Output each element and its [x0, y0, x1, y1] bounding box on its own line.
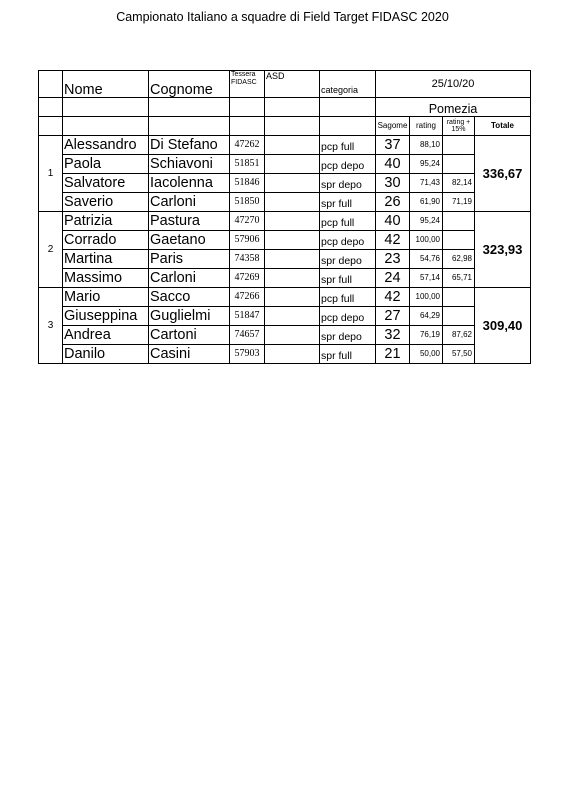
rating-15-value [443, 155, 475, 174]
table-row [39, 288, 531, 307]
blank-cell [63, 98, 149, 117]
header-row [39, 71, 531, 98]
subheader-row [39, 117, 531, 136]
results-table [38, 70, 531, 364]
category: pcp full [320, 136, 376, 155]
blank-cell [39, 98, 63, 117]
team-total: 323,93 [475, 212, 531, 288]
rating-15-value: 71,19 [443, 193, 475, 212]
tessera-number: 74358 [230, 250, 265, 269]
rating-15-value: 62,98 [443, 250, 475, 269]
athlete-first-name: Mario [63, 288, 149, 307]
blank-cell [39, 117, 63, 136]
sagome-value: 27 [376, 307, 410, 326]
category: spr full [320, 345, 376, 364]
category: pcp depo [320, 307, 376, 326]
tessera-number: 47269 [230, 269, 265, 288]
rating-value: 100,00 [410, 288, 443, 307]
rating-15-value [443, 212, 475, 231]
athlete-last-name: Carloni [149, 193, 230, 212]
table-row [39, 250, 531, 269]
rating-15-value [443, 136, 475, 155]
athlete-last-name: Gaetano [149, 231, 230, 250]
header-nome: Nome [63, 71, 149, 98]
rating-15-value: 65,71 [443, 269, 475, 288]
rating-value: 54,76 [410, 250, 443, 269]
rating-value: 57,14 [410, 269, 443, 288]
tessera-number: 57906 [230, 231, 265, 250]
blank-cell [149, 98, 230, 117]
athlete-first-name: Alessandro [63, 136, 149, 155]
blank-cell [230, 98, 265, 117]
tessera-number: 51847 [230, 307, 265, 326]
athlete-first-name: Massimo [63, 269, 149, 288]
athlete-last-name: Schiavoni [149, 155, 230, 174]
header-sagome: Sagome [376, 117, 410, 136]
blank-cell [265, 98, 320, 117]
athlete-first-name: Andrea [63, 326, 149, 345]
table-row [39, 212, 531, 231]
rating-value: 61,90 [410, 193, 443, 212]
header-rating-15: rating + 15% [443, 117, 475, 136]
athlete-first-name: Paola [63, 155, 149, 174]
rating-value: 50,00 [410, 345, 443, 364]
rating-15-value: 82,14 [443, 174, 475, 193]
tessera-number: 57903 [230, 345, 265, 364]
asd-cell [265, 155, 320, 174]
blank-cell [320, 98, 376, 117]
rating-value: 71,43 [410, 174, 443, 193]
tessera-number: 47262 [230, 136, 265, 155]
blank-cell [63, 117, 149, 136]
document-title: Campionato Italiano a squadre di Field Target FIDASC 2020 [116, 10, 449, 24]
rating-value: 95,24 [410, 155, 443, 174]
tessera-number: 47266 [230, 288, 265, 307]
sagome-value: 32 [376, 326, 410, 345]
athlete-first-name: Martina [63, 250, 149, 269]
asd-cell [265, 288, 320, 307]
category: pcp full [320, 288, 376, 307]
tessera-number: 51850 [230, 193, 265, 212]
rating-15-value [443, 307, 475, 326]
asd-cell [265, 345, 320, 364]
tessera-number: 51846 [230, 174, 265, 193]
athlete-first-name: Giuseppina [63, 307, 149, 326]
athlete-first-name: Patrizia [63, 212, 149, 231]
table-row [39, 136, 531, 155]
sagome-value: 40 [376, 155, 410, 174]
team-total: 336,67 [475, 136, 531, 212]
category: spr depo [320, 326, 376, 345]
header-tessera: Tessera FIDASC [230, 71, 265, 98]
asd-cell [265, 250, 320, 269]
tessera-number: 51851 [230, 155, 265, 174]
table-row [39, 231, 531, 250]
table-row [39, 326, 531, 345]
athlete-last-name: Carloni [149, 269, 230, 288]
table-row [39, 193, 531, 212]
asd-cell [265, 307, 320, 326]
rating-15-value: 57,50 [443, 345, 475, 364]
asd-cell [265, 269, 320, 288]
category: pcp depo [320, 155, 376, 174]
team-total: 309,40 [475, 288, 531, 364]
athlete-last-name: Paris [149, 250, 230, 269]
athlete-last-name: Iacolenna [149, 174, 230, 193]
rating-value: 76,19 [410, 326, 443, 345]
rating-15-value [443, 231, 475, 250]
athlete-last-name: Pastura [149, 212, 230, 231]
header-pos-cell [39, 71, 63, 98]
athlete-first-name: Danilo [63, 345, 149, 364]
table-row [39, 307, 531, 326]
header-categoria: categoria [320, 71, 376, 98]
sagome-value: 26 [376, 193, 410, 212]
blank-cell [265, 117, 320, 136]
results-body [39, 136, 531, 364]
rating-value: 88,10 [410, 136, 443, 155]
athlete-last-name: Di Stefano [149, 136, 230, 155]
rating-15-value [443, 288, 475, 307]
sagome-value: 37 [376, 136, 410, 155]
sagome-value: 23 [376, 250, 410, 269]
team-position: 1 [39, 136, 63, 212]
tessera-number: 74657 [230, 326, 265, 345]
asd-cell [265, 231, 320, 250]
athlete-last-name: Guglielmi [149, 307, 230, 326]
athlete-first-name: Salvatore [63, 174, 149, 193]
team-position: 3 [39, 288, 63, 364]
asd-cell [265, 174, 320, 193]
table-row [39, 345, 531, 364]
sagome-value: 42 [376, 288, 410, 307]
asd-cell [265, 212, 320, 231]
blank-cell [230, 117, 265, 136]
header-asd: ASD [265, 71, 320, 98]
category: pcp depo [320, 231, 376, 250]
table-row [39, 155, 531, 174]
category: spr depo [320, 174, 376, 193]
category: pcp full [320, 212, 376, 231]
rating-value: 64,29 [410, 307, 443, 326]
sagome-value: 21 [376, 345, 410, 364]
athlete-last-name: Casini [149, 345, 230, 364]
asd-cell [265, 136, 320, 155]
rating-15-value: 87,62 [443, 326, 475, 345]
athlete-last-name: Cartoni [149, 326, 230, 345]
table-row [39, 174, 531, 193]
sagome-value: 30 [376, 174, 410, 193]
sagome-value: 24 [376, 269, 410, 288]
header-place: Pomezia [376, 98, 531, 117]
rating-value: 95,24 [410, 212, 443, 231]
sagome-value: 40 [376, 212, 410, 231]
header-cognome: Cognome [149, 71, 230, 98]
athlete-last-name: Sacco [149, 288, 230, 307]
asd-cell [265, 193, 320, 212]
table-row [39, 269, 531, 288]
athlete-first-name: Corrado [63, 231, 149, 250]
header-date: 25/10/20 [376, 71, 531, 98]
category: spr full [320, 193, 376, 212]
category: spr depo [320, 250, 376, 269]
blank-cell [320, 117, 376, 136]
rating-value: 100,00 [410, 231, 443, 250]
place-row [39, 98, 531, 117]
header-rating: rating [410, 117, 443, 136]
tessera-number: 47270 [230, 212, 265, 231]
team-position: 2 [39, 212, 63, 288]
asd-cell [265, 326, 320, 345]
category: spr full [320, 269, 376, 288]
athlete-first-name: Saverio [63, 193, 149, 212]
sagome-value: 42 [376, 231, 410, 250]
header-totale: Totale [475, 117, 531, 136]
blank-cell [149, 117, 230, 136]
